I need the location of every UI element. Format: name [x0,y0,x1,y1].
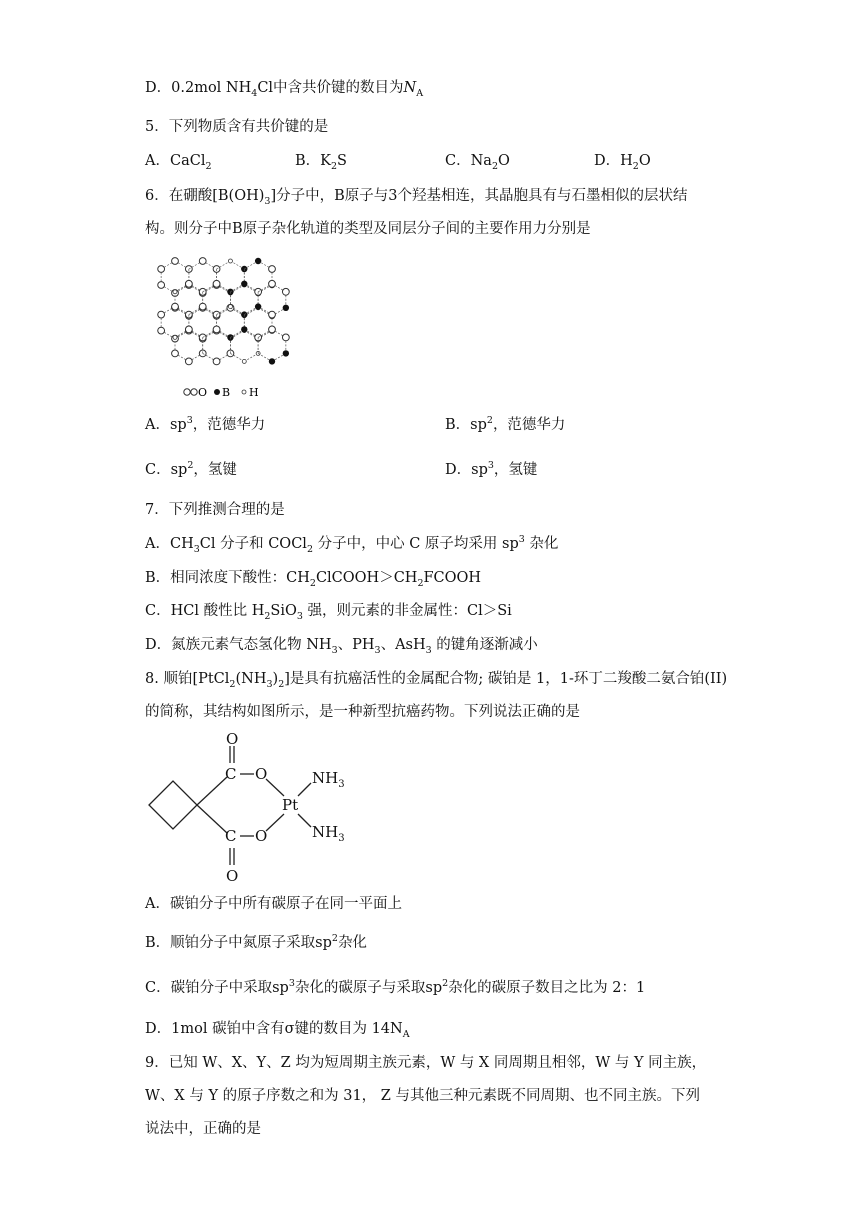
atom-nh3-bottom: $NH_3$ [312,823,345,844]
atom-pt: Pt [282,796,299,814]
boric-acid-layer-figure [150,255,340,400]
q5-option-c: C．$Na_2O$ [445,153,510,172]
boron-atom [283,350,289,356]
oxygen-atom [213,358,220,365]
q8-stem-line2: 的简称，其结构如图所示，是一种新型抗癌药物。下列说法正确的是 [145,704,580,720]
q7-option-b: B．相同浓度下酸性：$CH_2ClCOOH>CH_2FCOOH$ [145,570,482,589]
svg-text:B: B [222,386,231,399]
q7-stem: 7．下列推测合理的是 [145,502,285,518]
oxygen-atom [172,303,179,310]
oxygen-atom [269,311,276,318]
oxygen-atom [185,280,192,287]
q7-option-c: C．HCl 酸性比 $H_2SiO_3$ 强，则元素的非金属性：Cl＞Si [145,603,512,622]
oxygen-atom [269,266,276,273]
q9-stem-line2: W、X 与 Y 的原子序数之和为 31， Z 与其他三种元素既不同周期、也不同主族。下列 [145,1088,700,1104]
q7-option-a: A．$CH_3Cl$ 分子和 COCl$_2$ 分子中，中心 C 原子均采用 $sp^3$ 杂化 [145,534,559,555]
q8-option-c: C．碳铂分子中采取$sp^3$杂化的碳原子与采取$sp^2$杂化的碳原子数目之比为 2：1 [145,978,646,996]
oxygen-atom [172,350,179,357]
q6-stem-line2: 构。则分子中B原子杂化轨道的类型及同层分子间的主要作用力分别是 [145,221,591,237]
atom-c-bottom: C [225,827,237,845]
hydrogen-atom [228,259,232,263]
oxygen-atom [158,282,165,289]
figure-legend [184,386,259,399]
svg-text:H: H [249,386,259,399]
oxygen-atom [185,326,192,333]
boron-atom [255,258,261,264]
cyclobutane-ring [149,781,197,829]
oxygen-atom [172,258,179,265]
q5-stem: 5．下列物质含有共价键的是 [145,119,329,135]
oxygen-atom [158,266,165,273]
oxygen-atom [282,334,289,341]
q8-option-a: A．碳铂分子中所有碳原子在同一平面上 [145,896,402,912]
boron-atom [255,303,261,309]
lattice-atoms [158,258,290,365]
hydrogen-atom [173,335,177,339]
boron-atom [283,305,289,311]
oxygen-atom [255,288,262,295]
oxygen-atom [213,326,220,333]
oxygen-atom [199,288,206,295]
q6-stem-line1: 6．在硼酸$[B(OH)_3]$分子中，B原子与3个羟基相连，其晶胞具有与石墨相似的层状结 [145,188,688,207]
atom-o-bottom: O [226,867,239,885]
oxygen-atom [269,326,276,333]
carboplatin-structure [140,730,370,890]
boron-atom [241,326,247,332]
oxygen-atom [199,258,206,265]
atom-o-ester-top: O [255,765,268,783]
oxygen-atom [185,358,192,365]
hydrogen-atom [173,290,177,294]
q8-stem-line1: 8. 顺铂$[PtCl_2(NH_3)_2]$是具有抗癌活性的金属配合物; 碳铂是 1，1-环丁二羧酸二氨合铂(II) [145,671,728,690]
oxygen-atom [158,311,165,318]
q9-stem-line1: 9．已知 W、X、Y、Z 均为短周期主族元素，W 与 X 同周期且相邻，W 与 Y 同主族， [145,1055,707,1071]
atom-o-top: O [226,730,239,748]
oxygen-atom [158,327,165,334]
oxygen-atom [282,288,289,295]
q8-option-b: B．顺铂分子中氮原子采取$sp^2$杂化 [145,933,367,951]
svg-text:O: O [198,386,208,399]
oxygen-atom [269,280,276,287]
oxygen-atom [199,303,206,310]
atom-c-top: C [225,765,237,783]
q6-option-c: C．$sp^2$，氢键 [145,460,237,478]
q5-option-d: D．$H_2O$ [594,153,651,172]
q4-option-d: D．0.2mol $NH_4Cl$中含共价键的数目为$N_A$ [145,80,424,99]
q5-option-b: B．$K_2S$ [295,153,347,172]
q9-stem-line3: 说法中，正确的是 [145,1121,261,1137]
oxygen-atom [255,334,262,341]
q7-option-d: D．氮族元素气态氢化物 $NH_3$、$PH_3$、AsH$_3$ 的键角逐渐减小 [145,637,538,656]
q6-option-a: A．$sp^3$，范德华力 [145,415,266,433]
atom-o-ester-bottom: O [255,827,268,845]
boron-atom [269,358,275,364]
boron-atom [241,281,247,287]
q6-option-d: D．$sp^3$，氢键 [445,460,538,478]
oxygen-atom [213,280,220,287]
q5-option-a: A．CaCl$_2$ [145,153,212,172]
atom-nh3-top: $NH_3$ [312,769,345,790]
q8-option-d: D．1mol 碳铂中含有σ键的数目为 $14N_A$ [145,1021,410,1040]
hydrogen-atom [228,305,232,309]
oxygen-atom [199,334,206,341]
hydrogen-atom [242,359,246,363]
q6-option-b: B．$sp^2$，范德华力 [445,415,566,433]
